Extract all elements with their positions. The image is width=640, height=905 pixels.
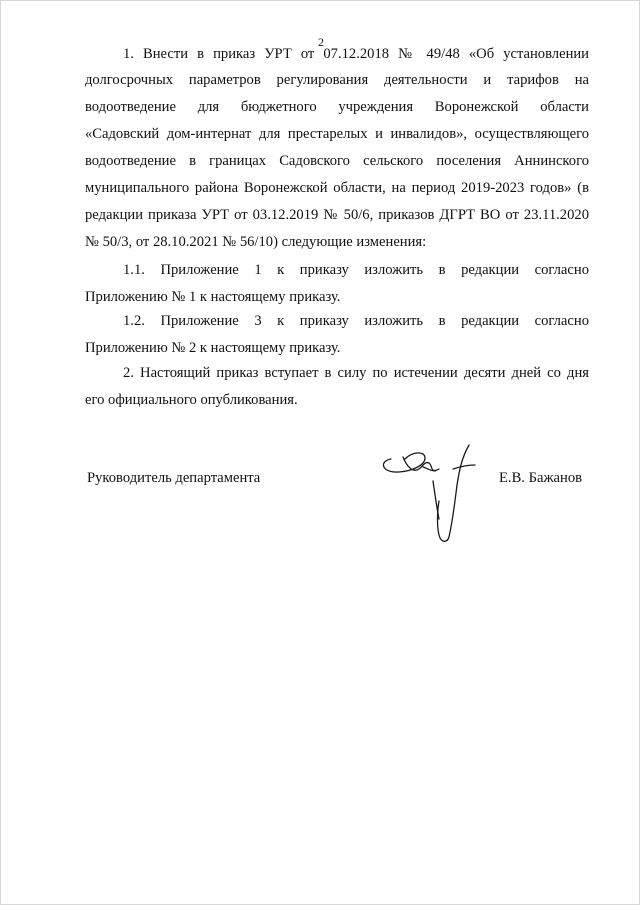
- page-number: 2: [318, 35, 324, 49]
- paragraph-1-1-line-1: 1.1. Приложение 1 к приказу изложить в редакции согласно: [123, 262, 589, 278]
- paragraph-1-line-1: 1. Внести в приказ УРТ от 07.12.2018 № 49/48 «Об установлении: [123, 46, 589, 62]
- paragraph-1-2-line-2: Приложению № 2 к настоящему приказу.: [85, 340, 341, 356]
- paragraph-1-line-6: муниципального района Воронежской области, на период 2019-2023 годов» (в: [85, 180, 589, 196]
- paragraph-1-1-line-2: Приложению № 1 к настоящему приказу.: [85, 289, 341, 305]
- paragraph-2-line-2: его официального опубликования.: [85, 392, 298, 408]
- paragraph-1-line-3: водоотведение для бюджетного учреждения Воронежской области: [85, 99, 589, 115]
- signatory-role: Руководитель департамента: [87, 470, 261, 486]
- paragraph-2-line-1: 2. Настоящий приказ вступает в силу по истечении десяти дней со дня: [123, 365, 589, 381]
- handwritten-signature: [373, 439, 493, 545]
- paragraph-1-line-5: водоотведение в границах Садовского сельского поселения Аннинского: [85, 153, 589, 169]
- paragraph-1-line-2: долгосрочных параметров регулирования деятельности и тарифов на: [85, 72, 589, 88]
- paragraph-1-line-8: № 50/3, от 28.10.2021 № 56/10) следующие изменения:: [85, 234, 427, 250]
- paragraph-1-line-7: редакции приказа УРТ от 03.12.2019 № 50/6, приказов ДГРТ ВО от 23.11.2020: [85, 207, 589, 223]
- paragraph-1-2-line-1: 1.2. Приложение 3 к приказу изложить в редакции согласно: [123, 313, 589, 329]
- paragraph-1-line-4: «Садовский дом-интернат для престарелых и инвалидов», осуществляющего: [85, 126, 589, 142]
- signatory-name: Е.В. Бажанов: [499, 470, 583, 486]
